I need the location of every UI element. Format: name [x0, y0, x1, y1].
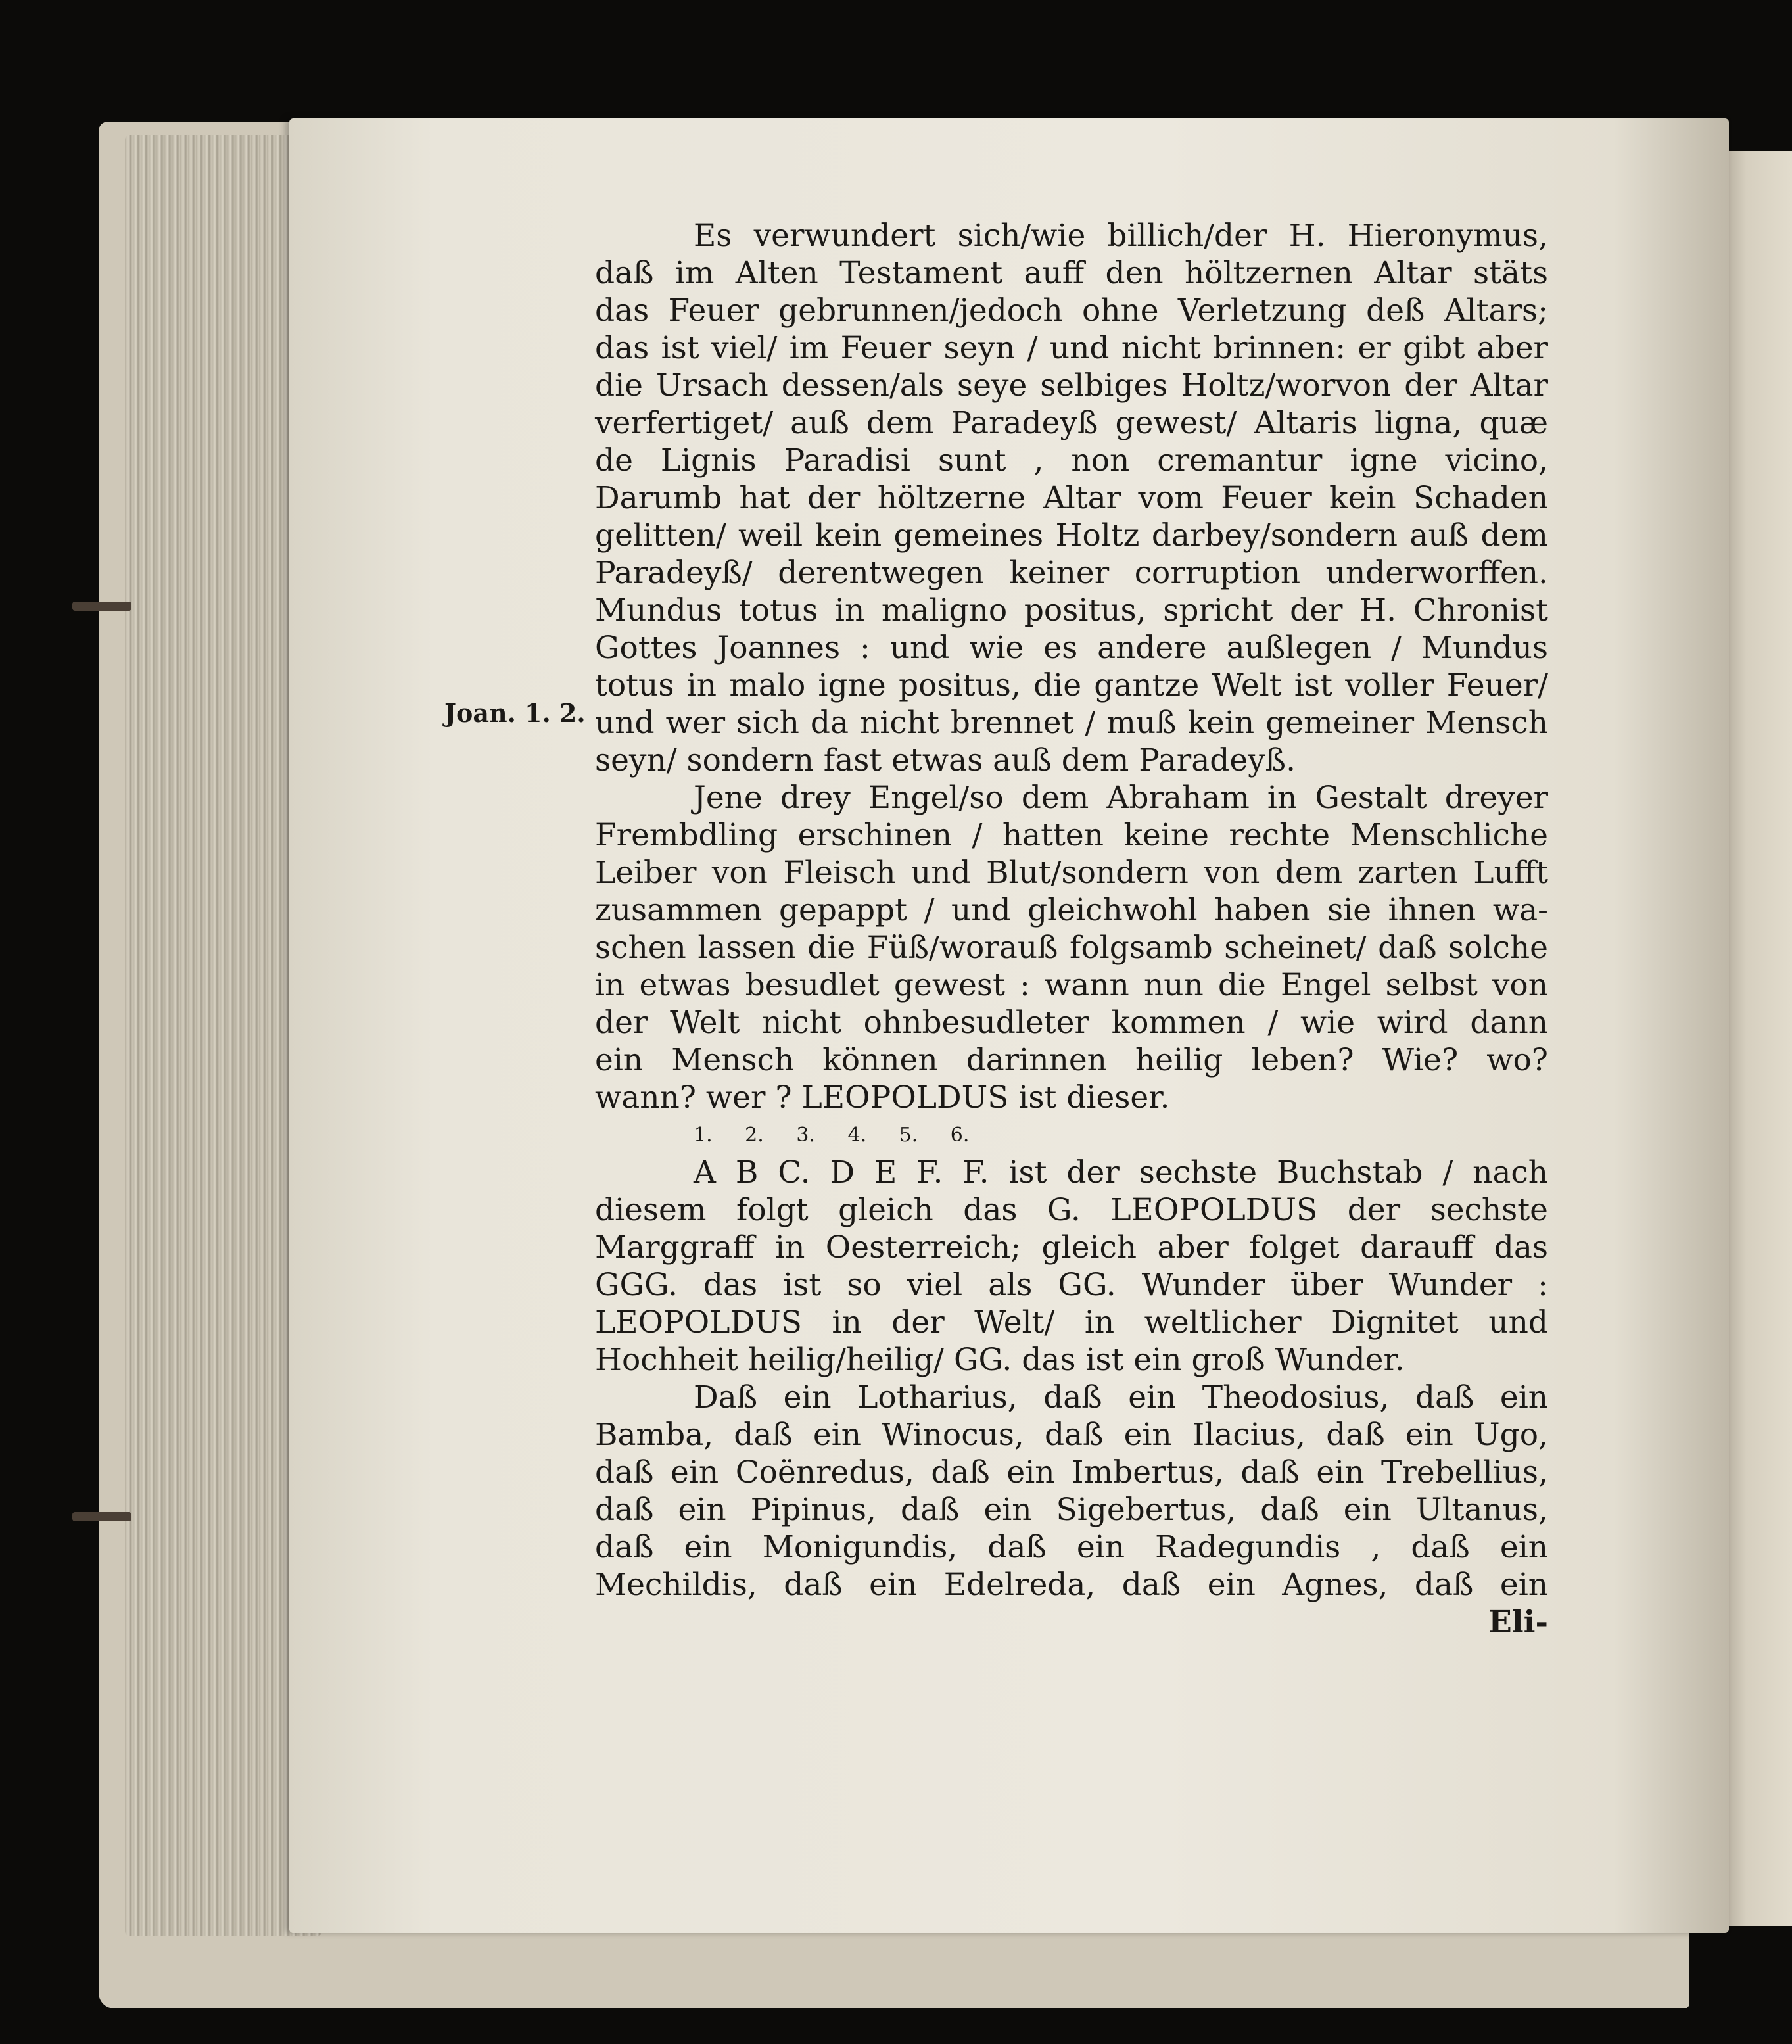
text-line: Hochheit heilig/heilig/ GG. das ist ein groß Wunder. [595, 1342, 1405, 1378]
text-line: ein Mensch können darinnen heilig leben? Wie? wo? [595, 1042, 1548, 1078]
text-line: diesem folgt gleich das G. LEOPOLDUS der sechste [595, 1192, 1548, 1228]
text-line: Paradeyß/ derentwegen keiner corruption underworffen. [595, 555, 1548, 591]
text-line: die Ursach dessen/als seye selbiges Holtz/worvon der Altar [595, 368, 1548, 404]
text-line: der Welt nicht ohnbesudleter kommen / wie wird dann [595, 1005, 1548, 1041]
text-line: schen lassen die Füß/worauß folgsamb scheinet/ daß solche [595, 930, 1548, 966]
text-line: Darumb hat der höltzerne Altar vom Feuer kein Schaden [595, 480, 1548, 516]
text-line: daß ein Coënredus, daß ein Imbertus, daß ein Trebellius, [595, 1454, 1548, 1490]
text-line: Gottes Joannes : und wie es andere außlegen / Mundus [595, 630, 1548, 666]
catchword: Eli- [1488, 1604, 1548, 1640]
text-line: das ist viel/ im Feuer seyn / und nicht brinnen: er gibt aber [595, 330, 1548, 366]
number-row: 1. 2. 3. 4. 5. 6. [694, 1124, 970, 1147]
text-line: totus in malo igne positus, die gantze Welt ist voller Feuer/ [595, 667, 1548, 703]
text-line: de Lignis Paradisi sunt , non cremantur igne vicino, [595, 442, 1548, 479]
text-line: seyn/ sondern fast etwas auß dem Paradeyß. [595, 742, 1296, 778]
page-text [595, 217, 1548, 1641]
text-line: Marggraff in Oesterreich; gleich aber folget darauff das [595, 1229, 1548, 1266]
text-line: GGG. das ist so viel als GG. Wunder über Wunder : [595, 1267, 1548, 1303]
text-line: Bamba, daß ein Winocus, daß ein Ilacius, daß ein Ugo, [595, 1417, 1548, 1453]
text-line: verfertiget/ auß dem Paradeyß gewest/ Altaris ligna, quæ [595, 405, 1548, 441]
text-line: in etwas besudlet gewest : wann nun die Engel selbst von [595, 967, 1548, 1003]
text-line: und wer sich da nicht brennet / muß kein gemeiner Mensch [595, 705, 1548, 741]
text-line: gelitten/ weil kein gemeines Holtz darbey/sondern auß dem [595, 517, 1548, 554]
text-line: Mundus totus in maligno positus, spricht der H. Chronist [595, 592, 1548, 629]
text-line: daß im Alten Testament auff den höltzernen Altar stäts [595, 255, 1548, 291]
text-line: zusammen gepappt / und gleichwohl haben sie ihnen wa- [595, 892, 1548, 928]
text-line: Jene drey Engel/so dem Abraham in Gestalt dreyer [694, 780, 1548, 816]
clasp-lower [72, 1512, 131, 1521]
text-line: A B C. D E F. F. ist der sechste Buchstab / nach [694, 1154, 1548, 1191]
text-line: das Feuer gebrunnen/jedoch ohne Verletzung deß Altars; [595, 293, 1548, 329]
text-line: LEOPOLDUS in der Welt/ in weltlicher Dignitet und [595, 1304, 1548, 1341]
clasp-upper [72, 602, 131, 611]
text-line: Frembdling erschinen / hatten keine rechte Menschliche [595, 817, 1548, 853]
text-line: wann? wer ? LEOPOLDUS ist dieser. [595, 1080, 1170, 1116]
text-line: Leiber von Fleisch und Blut/sondern von dem zarten Lufft [595, 855, 1548, 891]
margin-reference: Joan. 1. 2. [444, 698, 586, 728]
text-line: daß ein Pipinus, daß ein Sigebertus, daß ein Ultanus, [595, 1492, 1548, 1528]
text-line: Mechildis, daß ein Edelreda, daß ein Agnes, daß ein [595, 1567, 1548, 1603]
text-line: daß ein Monigundis, daß ein Radegundis , daß ein [595, 1529, 1548, 1565]
text-line: Es verwundert sich/wie billich/der H. Hieronymus, [694, 218, 1548, 254]
text-line: Daß ein Lotharius, daß ein Theodosius, daß ein [694, 1379, 1548, 1415]
